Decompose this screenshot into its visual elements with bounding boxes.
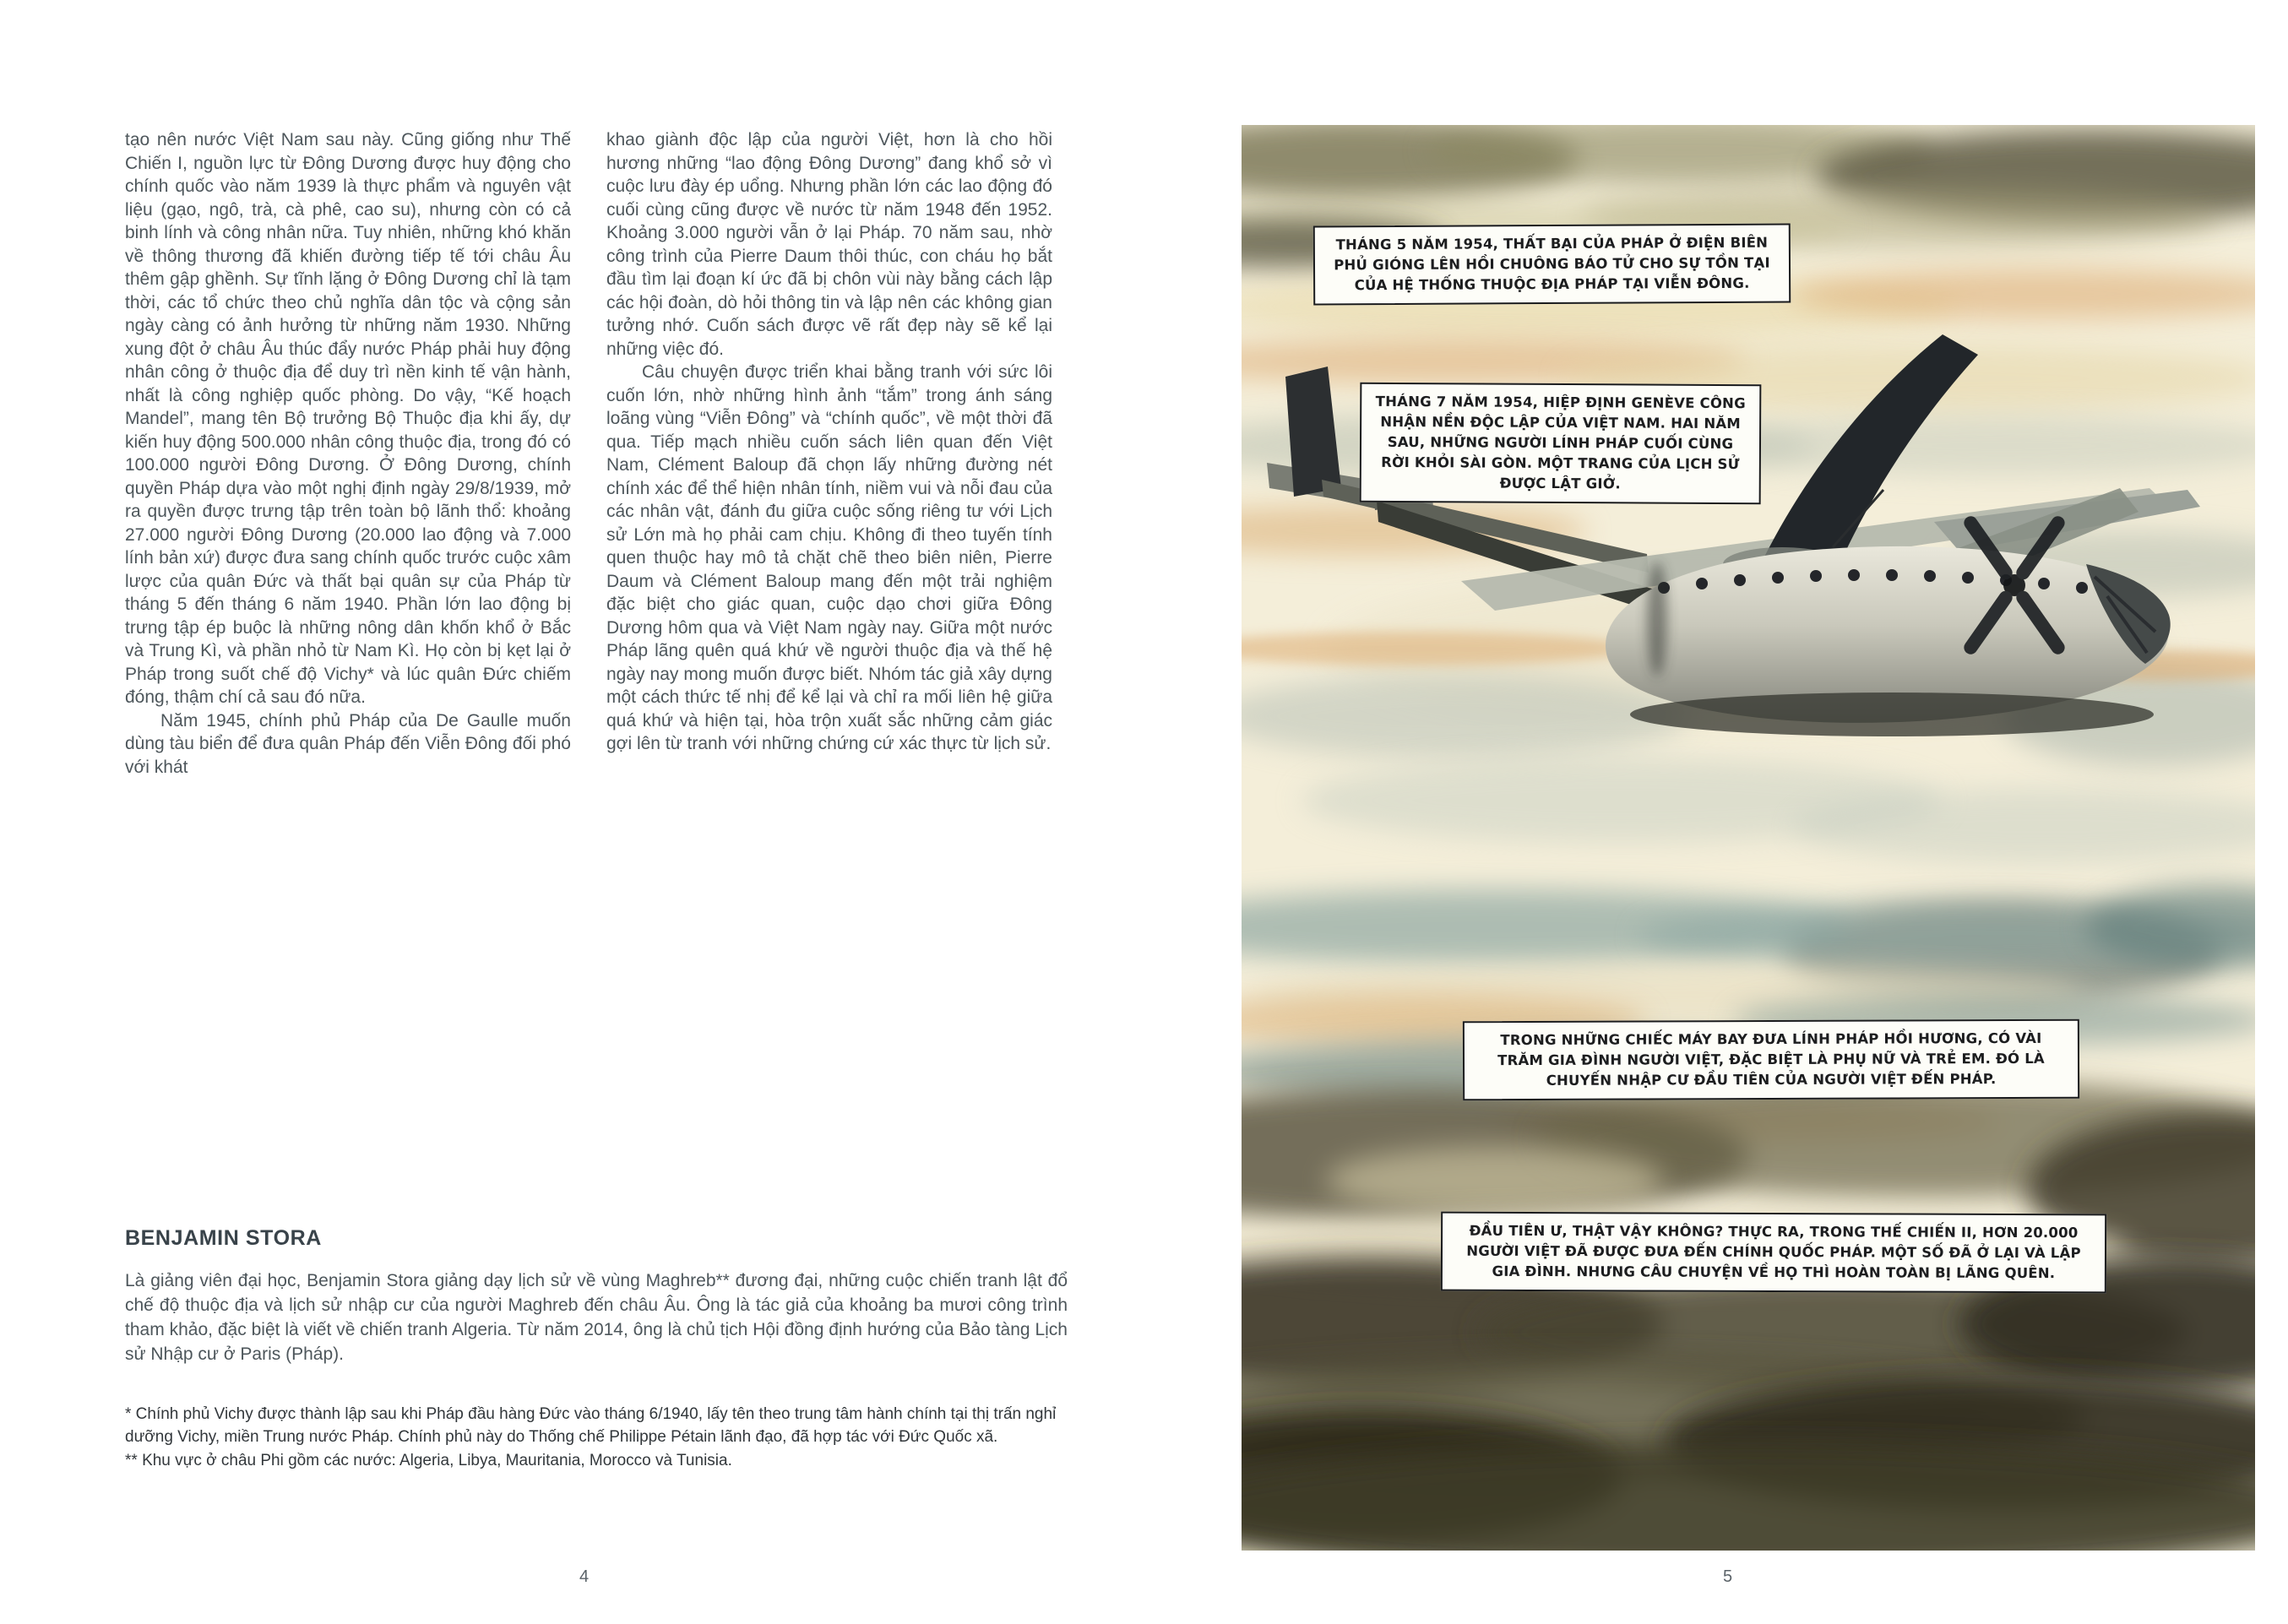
left-page-column-1 — [125, 128, 571, 1218]
caption-text: THÁNG 7 NĂM 1954, HIỆP ĐỊNH GENÈVE CÔNG NHẬN NỀN ĐỘC LẬP CỦA VIỆT NAM. HAI NĂM SAU, NHỮNG NGƯỜI LÍNH PHÁP CUỐI CÙNG RỜI KHỎI SÀI GÒN. MỘT TRANG CỦA LỊCH SỬ ĐƯỢC LẬT GIỞ. — [1375, 393, 1746, 492]
footnote-maghreb: ** Khu vực ở châu Phi gồm các nước: Algeria, Libya, Mauritania, Morocco và Tunisia. — [125, 1452, 732, 1469]
paragraph: khao giành độc lập của người Việt, hơn là cho hồi hương những “lao động Đông Dương” đang khổ sở vì cuộc lưu đày ép uổng. Nhưng phần lớn các lao động đó cuối cùng cũng được về nước từ năm 1948 đến 1952. Khoảng 3.000 người vẫn ở lại Pháp. 70 năm sau, nhờ công trình của Pierre Daum thôi thúc, con cháu họ bắt đầu tìm lại đoạn kí ức đã bị chôn vùi này bằng cách lập các hội đoàn, dò hỏi thông tin và lập nên các không gian tưởng nhớ. Cuốn sách được vẽ rất đẹp này sẽ kể lại những việc đó. — [606, 130, 1052, 359]
paragraph: Câu chuyện được triển khai bằng tranh với sức lôi cuốn lớn, nhờ những hình ảnh “tắm” trong ánh sáng loãng vùng “Viễn Đông” và “chính quốc”, về một thời đã qua. Tiếp mạch nhiều cuốn sách liên quan đến Việt Nam, Clément Baloup đã chọn lấy những đường nét chính xác để thể hiện nhân tính, niềm vui và nỗi đau của các nhân vật, đánh đu giữa cuộc sống riêng tư với Lịch sử Lớn mà họ phải cam chịu. Không đi theo tuyến tính quen thuộc hay mô tả chặt chẽ theo biên niên, Pierre Daum và Clément Baloup mang đến một trải nghiệm đặc biệt cho giác quan, cuộc dạo chơi giữa Đông Dương hôm qua và Việt Nam ngày nay. Giữa một nước Pháp lãng quên quá khứ về người thuộc địa và thế hệ ngày nay mong muốn được biết. Nhóm tác giả xây dựng một cách thức tế nhị để kể lại và chỉ ra mối liên hệ giữa quá khứ và hiện tại, hòa trộn xuất sắc những cảm giác gợi lên từ tranh với những chứng cứ xác thực từ lịch sử. — [606, 362, 1052, 753]
caption-box-dien-bien-phu — [1313, 224, 1791, 306]
left-page — [0, 0, 1140, 1624]
footnote-vichy: * Chính phủ Vichy được thành lập sau khi Pháp đầu hàng Đức vào tháng 6/1940, lấy tên theo trung tâm hành chính tại thị trấn nghỉ dưỡng Vichy, miền Trung nước Pháp. Chính phủ này do Thống chế Philippe Pétain lãnh đạo, đã hợp tác với Đức Quốc xã. — [125, 1405, 1057, 1446]
page-number-4: 4 — [579, 1567, 590, 1586]
page-number-5: 5 — [1723, 1567, 1733, 1586]
left-page-column-2 — [606, 128, 1052, 1218]
section-heading-benjamin-stora: BENJAMIN STORA — [125, 1226, 322, 1250]
paragraph: Năm 1945, chính phủ Pháp của De Gaulle muốn dùng tàu biển để đưa quân Pháp đến Viễn Đông đối phó với khát — [125, 710, 571, 777]
paragraph: tạo nên nước Việt Nam sau này. Cũng giống như Thế Chiến I, nguồn lực từ Đông Dương được huy động cho chính quốc vào năm 1939 là thực phẩm và nguyên vật liệu (gạo, ngô, trà, cà phê, cao su), nhưng còn có cả binh lính và công nhân nữa. Tuy nhiên, những khó khăn về thông thương đã khiến đường tiếp tế tới châu Âu thêm gập ghềnh. Sự tĩnh lặng ở Đông Dương chỉ là tạm thời, các tổ chức theo chủ nghĩa dân tộc và cộng sản ngày càng có ảnh hưởng từ những năm 1930. Những xung đột ở châu Âu thúc đẩy nước Pháp phải huy động nhân công ở thuộc địa để duy trì nền kinh tế vận hành, nhất là công nghiệp quốc phòng. Do vậy, “Kế hoạch Mandel”, mang tên Bộ trưởng Bộ Thuộc địa khi ấy, dự kiến huy động 500.000 nhân công thuộc địa, trong đó có 100.000 người Đông Dương. Ở Đông Dương, chính quyền Pháp dựa vào một nghị định ngày 29/8/1939, mở ra quyền được trưng tập trên toàn bộ lãnh thổ: khoảng 27.000 người Đông Dương (20.000 lao động và 7.000 lính bản xứ) được đưa sang chính quốc trước cuộc xâm lược của quân Đức và thất bại quân sự của Pháp từ tháng 5 đến tháng 6 năm 1940. Phần lớn lao động bị trưng tập ép buộc là những nông dân khốn khổ ở Bắc và Trung Kì, và phần nhỏ từ Nam Kì. Họ còn bị kẹt lại ở Pháp trong suốt chế độ Vichy* và lúc quân Đức chiếm đóng, thậm chí cả sau đó nữa. — [125, 130, 571, 707]
author-bio: Là giảng viên đại học, Benjamin Stora giảng dạy lịch sử về vùng Maghreb** đương đại, những cuộc chiến tranh lật đổ chế độ thuộc địa và lịch sử nhập cư của người Maghreb đến châu Âu. Ông là tác giả của khoảng ba mươi công trình tham khảo, đặc biệt là viết về chiến tranh Algeria. Từ năm 2014, ông là chủ tịch Hội đồng định hướng của Bảo tàng Lịch sử Nhập cư ở Paris (Pháp). — [125, 1271, 1068, 1364]
caption-box-forgotten-story — [1441, 1212, 2106, 1294]
caption-text: ĐẦU TIÊN Ư, THẬT VẬY KHÔNG? THỰC RA, TRONG THẾ CHIẾN II, HƠN 20.000 NGƯỜI VIỆT ĐÃ ĐƯỢC ĐƯA ĐẾN CHÍNH QUỐC PHÁP. MỘT SỐ ĐÃ Ở LẠI VÀ LẬP GIA ĐÌNH. NHƯNG CÂU CHUYỆN VỀ HỌ THÌ HOÀN TOÀN BỊ LÃNG QUÊN. — [1466, 1222, 2081, 1282]
airplane-watercolor-illustration — [1242, 125, 2255, 1551]
caption-box-first-migration — [1463, 1019, 2079, 1101]
caption-box-geneve — [1360, 383, 1762, 504]
caption-text: TRONG NHỮNG CHIẾC MÁY BAY ĐƯA LÍNH PHÁP HỒI HƯƠNG, CÓ VÀI TRĂM GIA ĐÌNH NGƯỜI VIỆT, ĐẶC BIỆT LÀ PHỤ NỮ VÀ TRẺ EM. ĐÓ LÀ CHUYẾN NHẬP CƯ ĐẦU TIÊN CỦA NGƯỜI VIỆT ĐẾN PHÁP. — [1497, 1029, 2045, 1089]
caption-text: THÁNG 5 NĂM 1954, THẤT BẠI CỦA PHÁP Ở ĐIỆN BIÊN PHỦ GIÓNG LÊN HỒI CHUÔNG BÁO TỬ CHO SỰ TỒN TẠI CỦA HỆ THỐNG THUỘC ĐỊA PHÁP TẠI VIỄN ĐÔNG. — [1334, 234, 1770, 294]
footnotes — [125, 1404, 1068, 1475]
airplane-illustration-svg — [1242, 125, 2255, 1551]
